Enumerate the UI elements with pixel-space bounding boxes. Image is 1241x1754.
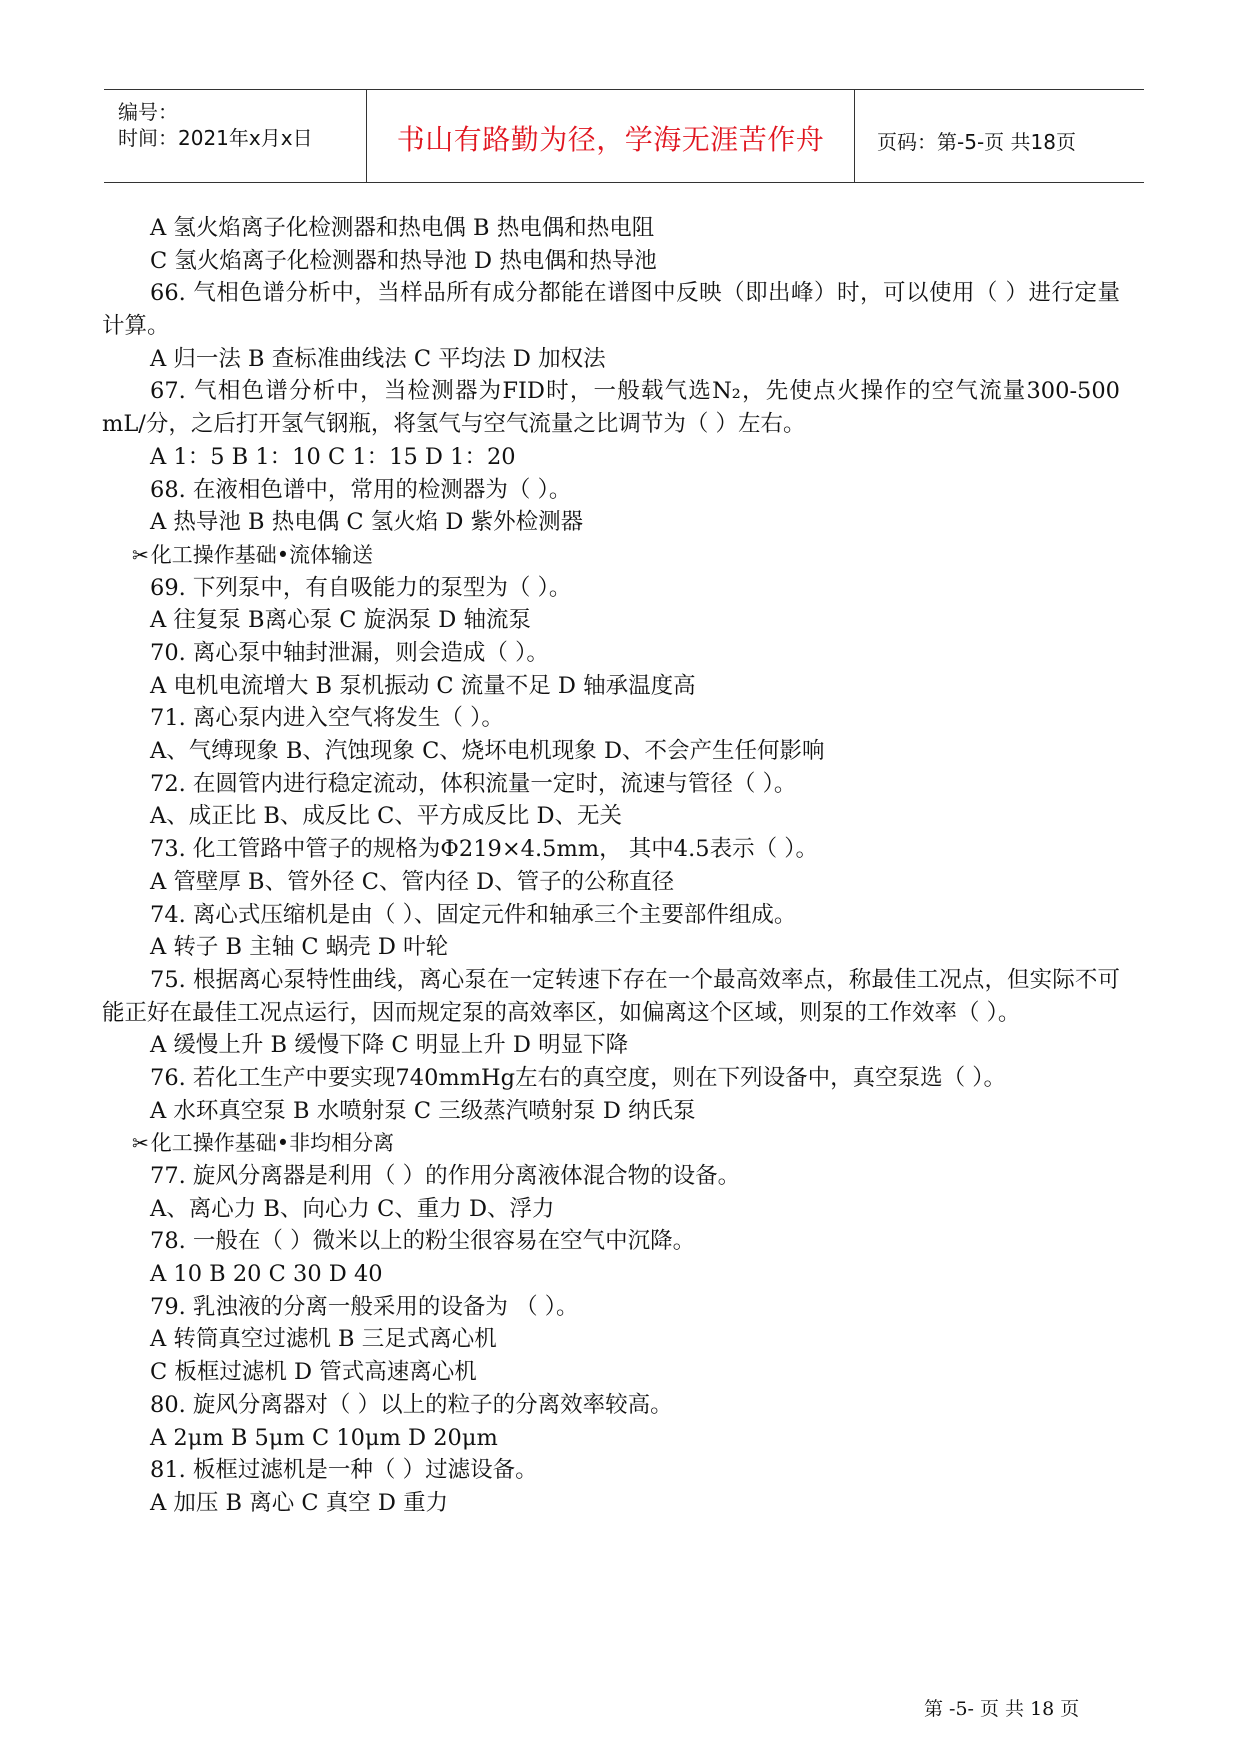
section-heading [132,539,1120,572]
answer-options: A 2μm B 5μm C 10μm D 20μm [150,1424,498,1451]
answer-options: A 归一法 B 查标准曲线法 C 平均法 D 加权法 [150,345,606,372]
document-body [102,212,1120,1520]
section-heading [132,1127,1120,1160]
page-info: 页码：第-5-页 共18页 [877,130,1076,154]
time-label: 时间：2021年x月x日 [118,126,313,150]
question-text: 71. 离心泵内进入空气将发生（ ）。 [150,705,504,732]
answer-options: C 氢火焰离子化检测器和热导池 D 热电偶和热导池 [150,247,657,274]
question-text: 67. 气相色谱分析中，当检测器为FID时，一般载气选N₂，先使点火操作的空气流量300-500 mL/分，之后打开氢气钢瓶，将氢气与空气流量之比调节为（ ）左右。 [102,378,1120,438]
question-text: 79. 乳浊液的分离一般采用的设备为 （ ）。 [150,1293,579,1320]
answer-options: A 管壁厚 B、管外径 C、管内径 D、管子的公称直径 [150,868,675,895]
question-text: 77. 旋风分离器是利用（ ）的作用分离液体混合物的设备。 [150,1163,741,1190]
page-footer: 第 -5- 页 共 18 页 [924,1698,1080,1720]
answer-options: A 氢火焰离子化检测器和热电偶 B 热电偶和热电阻 [150,215,655,241]
page-header [104,89,1144,183]
header-meta [104,90,367,182]
code-label: 编号： [118,100,178,124]
section-title: 化工操作基础•非均相分离 [150,1131,395,1156]
answer-options: A 10 B 20 C 30 D 40 [150,1261,383,1288]
answer-options: A 水环真空泵 B 水喷射泵 C 三级蒸汽喷射泵 D 纳氏泵 [150,1097,696,1124]
header-page-cell [855,90,1144,182]
question-text: 80. 旋风分离器对（ ）以上的粒子的分离效率较高。 [150,1391,673,1418]
header-motto-cell [367,90,855,182]
answer-options: A、成正比 B、成反比 C、平方成反比 D、无关 [150,803,622,830]
scissors-icon: ✂ [132,1131,149,1156]
scissors-icon: ✂ [132,542,149,567]
question-text: 66. 气相色谱分析中，当样品所有成分都能在谱图中反映（即出峰）时，可以使用（ ）进行定量计算。 [102,280,1120,340]
answer-options: A 转子 B 主轴 C 蜗壳 D 叶轮 [150,934,449,961]
question-text: 68. 在液相色谱中，常用的检测器为（ ）。 [150,476,572,503]
question-text: 74. 离心式压缩机是由（ ）、固定元件和轴承三个主要部件组成。 [150,901,797,928]
answer-options: C 板框过滤机 D 管式高速离心机 [150,1359,477,1386]
question-text: 72. 在圆管内进行稳定流动，体积流量一定时，流速与管径（ ）。 [150,770,797,797]
answer-options: A 转筒真空过滤机 B 三足式离心机 [150,1326,497,1353]
question-text: 75. 根据离心泵特性曲线，离心泵在一定转速下存在一个最高效率点，称最佳工况点，但实际不可能正好在最佳工况点运行，因而规定泵的高效率区，如偏离这个区域，则泵的工作效率（ ）。 [102,966,1120,1026]
answer-options: A 1：5 B 1：10 C 1：15 D 1：20 [150,443,516,470]
question-text: 76. 若化工生产中要实现740mmHg左右的真空度，则在下列设备中，真空泵选（ ）。 [150,1064,1006,1091]
question-text: 70. 离心泵中轴封泄漏，则会造成（ ）。 [150,640,549,666]
question-text: 73. 化工管路中管子的规格为Φ219×4.5mm， 其中4.5表示（ ）。 [150,836,818,863]
answer-options: A 缓慢上升 B 缓慢下降 C 明显上升 D 明显下降 [150,1032,629,1059]
question-text: 81. 板框过滤机是一种（ ）过滤设备。 [150,1457,538,1484]
answer-options: A 电机电流增大 B 泵机振动 C 流量不足 D 轴承温度高 [150,672,696,699]
answer-options: A 热导池 B 热电偶 C 氢火焰 D 紫外检测器 [150,509,584,536]
answer-options: A 往复泵 B离心泵 C 旋涡泵 D 轴流泵 [150,607,531,634]
answer-options: A 加压 B 离心 C 真空 D 重力 [150,1489,449,1516]
answer-options: A、离心力 B、向心力 C、重力 D、浮力 [150,1195,555,1222]
motto: 书山有路勤为径，学海无涯苦作舟 [396,123,825,156]
answer-options: A、气缚现象 B、汽蚀现象 C、烧坏电机现象 D、不会产生任何影响 [150,738,825,765]
question-text: 78. 一般在（ ）微米以上的粉尘很容易在空气中沉降。 [150,1228,696,1255]
section-title: 化工操作基础•流体输送 [150,542,374,567]
question-text: 69. 下列泵中，有自吸能力的泵型为（ ）。 [150,574,572,601]
